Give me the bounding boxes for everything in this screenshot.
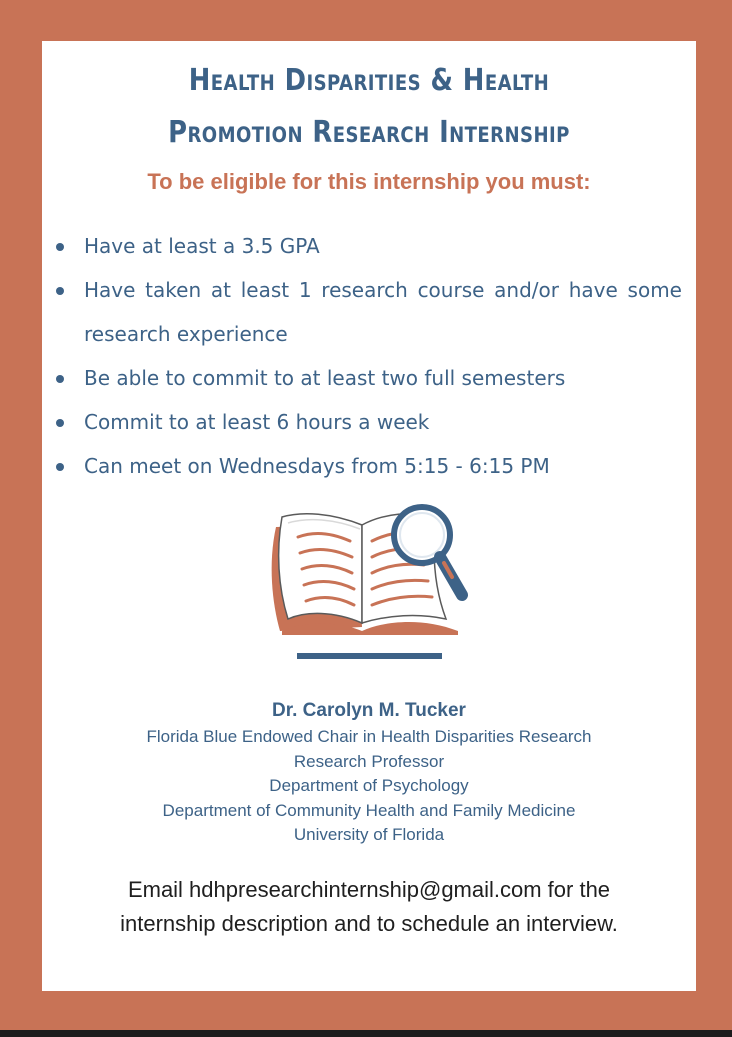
requirements-list bbox=[42, 224, 696, 488]
poster-title bbox=[88, 55, 650, 159]
bullet-icon bbox=[56, 375, 64, 383]
requirement-text: Have taken at least 1 research course and/or have some research experience bbox=[84, 278, 682, 346]
contact-note bbox=[42, 873, 696, 941]
title-line-1: Health Disparities & Health bbox=[188, 63, 550, 98]
list-item bbox=[42, 224, 696, 268]
person-department: Department of Psychology bbox=[269, 776, 469, 795]
bullet-icon bbox=[56, 419, 64, 427]
contact-line-1: Email hdhpresearchinternship@gmail.com for the bbox=[127, 877, 611, 902]
bullet-icon bbox=[56, 287, 64, 295]
person-university: University of Florida bbox=[293, 825, 445, 844]
list-item bbox=[42, 400, 696, 444]
person-department: Department of Community Health and Family Medicine bbox=[162, 800, 576, 820]
contact-person bbox=[42, 697, 696, 848]
requirement-text: Commit to at least 6 hours a week bbox=[84, 410, 430, 434]
eligibility-heading: To be eligible for this internship you must: bbox=[147, 169, 591, 194]
title-line-2: Promotion Research Internship bbox=[168, 115, 570, 150]
person-name: Dr. Carolyn M. Tucker bbox=[272, 700, 466, 721]
contact-line-2: internship description and to schedule an interview. bbox=[120, 911, 618, 936]
open-book-with-magnifier-icon bbox=[262, 503, 472, 663]
poster-card bbox=[42, 41, 696, 991]
bullet-icon bbox=[56, 243, 64, 251]
list-item bbox=[42, 444, 696, 488]
requirement-text: Be able to commit to at least two full semesters bbox=[84, 366, 566, 390]
person-title: Research Professor bbox=[293, 751, 445, 771]
bullet-icon bbox=[56, 463, 64, 471]
person-title: Florida Blue Endowed Chair in Health Disparities Research bbox=[146, 727, 592, 746]
list-item bbox=[42, 356, 696, 400]
bottom-edge bbox=[0, 1030, 732, 1037]
requirement-text: Can meet on Wednesdays from 5:15 - 6:15 PM bbox=[84, 454, 550, 478]
requirement-text: Have at least a 3.5 GPA bbox=[84, 234, 320, 258]
list-item bbox=[42, 268, 696, 356]
